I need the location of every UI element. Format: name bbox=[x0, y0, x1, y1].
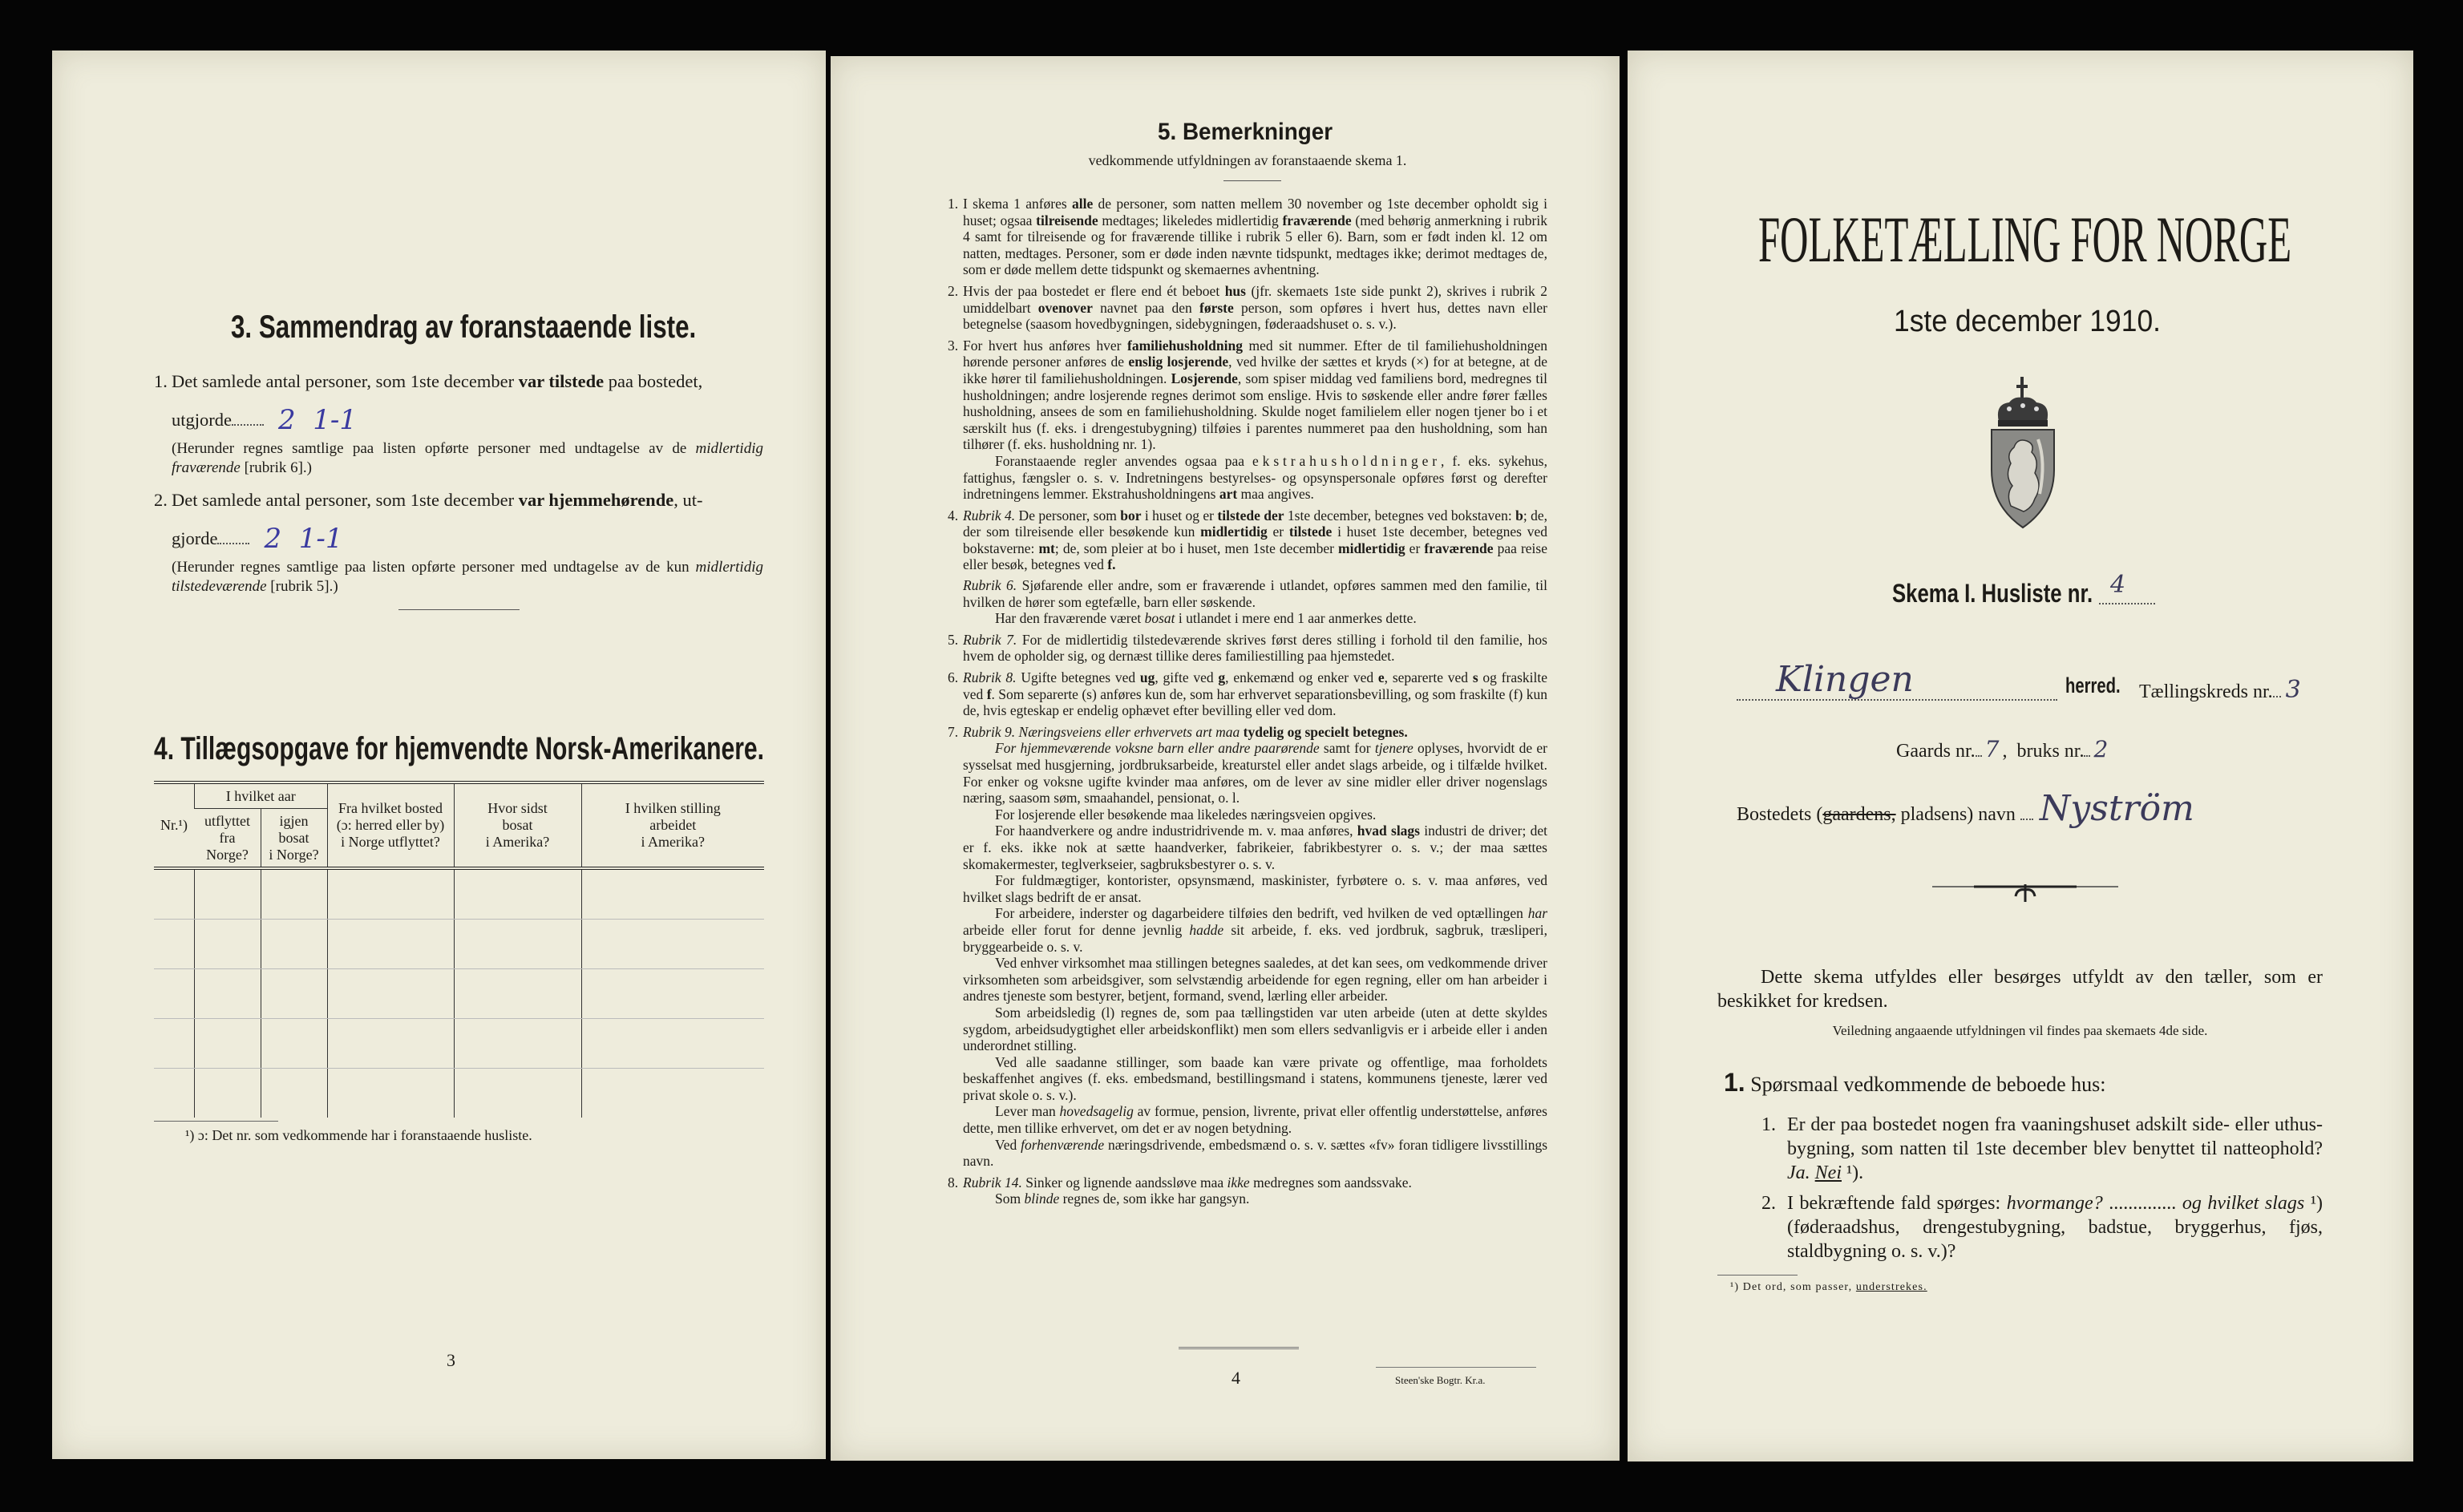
remark-number: 6. bbox=[948, 669, 959, 686]
text-run: . Som separerte (s) anføres kun de, som har erhvervet separationsbevilling, og som fraskilte (f) kun de, hvis egteskap er endelig ophævet efter bevilling eller ved dom. bbox=[963, 685, 1547, 719]
text-run: er bbox=[1267, 524, 1289, 540]
col-header-occupation: I hvilken stilling arbeidet i Amerika? bbox=[581, 782, 764, 868]
text-run: paa bostedet, bbox=[604, 371, 703, 391]
remark-paragraph bbox=[963, 807, 1547, 823]
col-header-from-place: Fra hvilket bosted (ɔ: herred eller by) i Norge utflyttet? bbox=[327, 782, 454, 868]
summary-item-1 bbox=[154, 370, 763, 478]
printer-rule bbox=[1376, 1367, 1536, 1368]
table-row[interactable] bbox=[154, 1069, 764, 1118]
text-run: midlertidig bbox=[1338, 540, 1405, 556]
text-run: , enkemænd og enker ved bbox=[1225, 669, 1378, 686]
text-run: (Herunder regnes samtlige paa listen opførte personer med undtagelse av de kun bbox=[172, 559, 696, 576]
text-run: næringsdrivende, embedsmænd o. s. v. sættes «fv» foran tidligere livsstillings navn. bbox=[963, 1136, 1548, 1170]
text-run: var hjemmehørende bbox=[518, 490, 674, 510]
kreds-line bbox=[2139, 676, 2301, 704]
remark-paragraph bbox=[963, 507, 1547, 573]
text-run: med sit nummer. Efter de til familiehusholdningen hørende personer anføres de bbox=[963, 337, 1547, 370]
field-label: utgjorde bbox=[172, 410, 232, 430]
text-run: ; de, der som tilreisende eller besøkende kun bbox=[963, 507, 1547, 540]
divider bbox=[1223, 180, 1281, 181]
text-run: var tilstede bbox=[518, 371, 605, 391]
remark-item bbox=[948, 669, 1547, 719]
text-run: Næringsveiens eller erhvervets art maa bbox=[1018, 723, 1240, 740]
text-run: , separerte ved bbox=[1384, 669, 1473, 686]
text-run: understrekes. bbox=[1855, 1281, 1927, 1293]
remark-item bbox=[948, 283, 1547, 333]
text-run: For hjemmeværende voksne barn eller andre paarørende bbox=[995, 740, 1320, 757]
remark-item bbox=[948, 724, 1547, 1170]
remark-paragraph bbox=[963, 823, 1547, 872]
summary-item-2-note bbox=[172, 558, 763, 596]
footnote bbox=[1730, 1280, 2323, 1295]
text-run: I skema 1 anføres bbox=[963, 196, 1072, 212]
text-run: navnet paa den bbox=[1092, 299, 1199, 316]
text-run: Losjerende bbox=[1171, 370, 1238, 386]
footnote: ¹) ɔ: Det nr. som vedkommende har i foranstaaende husliste. bbox=[185, 1127, 532, 1143]
text-run: art bbox=[1219, 486, 1238, 503]
text-run: bor bbox=[1120, 507, 1142, 524]
text-run: fraværende bbox=[1282, 212, 1352, 228]
text-run: Ved enhver virksomhet maa stillingen betegnes saaledes, at det kan sees, om vedkommende driver virksomheten som arbeidsgiver, som selvstændig arbeidende for egen regning, eller om han arbeider i andres tjeneste som bestyrer, betjent, formand, svend, lærling eller arbeider. bbox=[963, 955, 1547, 1005]
remark-paragraph bbox=[963, 1137, 1547, 1170]
text-run: pladsens) navn bbox=[1895, 804, 2016, 825]
text-run: ovenover bbox=[1037, 299, 1093, 316]
text-run: Det samlede antal personer, som 1ste december bbox=[172, 490, 519, 510]
question-2 bbox=[1761, 1191, 2323, 1263]
text-run: Bostedets ( bbox=[1737, 804, 1823, 825]
bruks-label: bruks nr. bbox=[2016, 741, 2085, 762]
item-number: 1. bbox=[154, 371, 168, 391]
remarks-subtitle: vedkommende utfyldningen av foranstaaende skema 1. bbox=[1088, 152, 1407, 168]
text-run: For fuldmægtiger, kontorister, opsynsmænd, maskinister, fyrbøtere o. s. v. maa anføres, ved hvilket slags bedrift de er ansat. bbox=[963, 872, 1547, 905]
summary-item-1-note bbox=[172, 439, 763, 478]
text-run: familiehusholdning bbox=[1127, 337, 1243, 354]
text-run: ug bbox=[1139, 669, 1155, 686]
summary-item-2 bbox=[154, 489, 763, 596]
text-run: .............. bbox=[2102, 1193, 2182, 1214]
col-header-last-residence: Hvor sidst bosat i Amerika? bbox=[454, 782, 581, 868]
text-run: Ved alle saadanne stillinger, som baade kan være private og offentlige, maa forholdets beskaffenhet angives (f. eks. embedsmand, bestillingsmand i statens, kommunens tjeneste, lærer ved privat skole o. s. v.). bbox=[963, 1053, 1547, 1103]
text-run: Hvis der paa bostedet er flere end ét beboet bbox=[963, 282, 1225, 299]
text-run: tilreisende bbox=[1036, 212, 1098, 228]
census-title: FOLKETÆLLING FOR NORGE bbox=[1758, 203, 2292, 276]
text-run: midlertidig tilstedeværende bbox=[172, 559, 763, 595]
kreds-value[interactable]: 3 bbox=[2285, 676, 2301, 704]
bosted-label bbox=[1737, 804, 2016, 825]
text-run: hvormange? bbox=[2006, 1193, 2103, 1214]
table-row[interactable] bbox=[154, 868, 764, 920]
gaards-value[interactable]: 7 bbox=[1984, 736, 2000, 762]
remarks-list bbox=[948, 196, 1547, 1212]
table-row[interactable] bbox=[154, 969, 764, 1019]
remark-number: 1. bbox=[948, 196, 959, 212]
text-run: , f. eks. sykehus, fattighus, fængsler o. s. v. Indretningens bestyrelses- og opsynspersonale opføres først og derefter indretningens lemmer. Ekstrahusholdningens bbox=[963, 452, 1547, 503]
text-run: ekstrahusholdninger bbox=[1252, 452, 1442, 469]
text-run: Rubrik 9. bbox=[963, 723, 1016, 740]
summary-item-1-text bbox=[172, 370, 763, 393]
text-run: medregnes som aandssvake. bbox=[1249, 1174, 1412, 1191]
text-run: , som spiser middag ved familiens bord, medregnes til husholdningen; andre losjerende regnes derimot som enslige. Hvis to søskende eller andre fører fælles husholdning, ansees de som en familiehusholdning. Skulde noget familielem eller nogen tjener bo i et særskilt hus (f. eks. i drengestubygning) tilføies i parentes nummeret paa den husholdning, som han tilhører (f. eks. husholdning nr. 1). bbox=[963, 370, 1547, 453]
text-run: forhenværende bbox=[1021, 1136, 1105, 1153]
text-run: i huset og er bbox=[1141, 507, 1218, 524]
text-run: mt bbox=[1038, 540, 1055, 556]
text-run: Som arbeidsledig (l) regnes de, som paa tællingstiden var uten arbeide (uten at dette skyldes sygdom, arbeidsudygtighet eller arbeidskonflikt) men som ellers sedvanligvis er i arbeide eller i anden underordnet stilling. bbox=[963, 1004, 1547, 1054]
text-run: f. bbox=[1107, 556, 1116, 573]
text-run: f bbox=[986, 685, 992, 702]
text-run: Sjøfarende eller andre, som er fraværende i utlandet, opføres sammen med den familie, til hvilken de hører som egtefælle, barn eller søskende. bbox=[963, 577, 1547, 610]
section-1-heading bbox=[1724, 1068, 2106, 1098]
remark-number: 3. bbox=[948, 337, 959, 354]
section-number: 1. bbox=[1724, 1068, 1745, 1097]
remark-paragraph bbox=[963, 955, 1547, 1005]
text-run: For haandverkere og andre industridrivende m. v. maa anføres, bbox=[995, 823, 1357, 839]
table-row[interactable] bbox=[154, 1019, 764, 1069]
col-header-emigrated: utflyttet fra Norge? bbox=[204, 812, 250, 863]
text-run: regnes de, som ikke har gangsyn. bbox=[1059, 1191, 1250, 1207]
kreds-label: Tællingskreds nr. bbox=[2139, 681, 2273, 702]
text-run: hus bbox=[1224, 282, 1246, 299]
present-count-field[interactable] bbox=[172, 404, 763, 436]
resident-count-field[interactable] bbox=[172, 523, 763, 555]
text-run: bosat bbox=[1144, 610, 1175, 627]
remark-number: 8. bbox=[948, 1174, 959, 1191]
text-run: , ut- bbox=[673, 490, 703, 510]
text-run: og fraskilte ved bbox=[963, 669, 1548, 702]
text-run: alle bbox=[1072, 196, 1094, 212]
remark-paragraph bbox=[963, 632, 1547, 665]
remark-number: 2. bbox=[948, 282, 959, 299]
divider bbox=[398, 609, 520, 610]
text-run: tjenere bbox=[1374, 740, 1413, 757]
question-1 bbox=[1761, 1113, 2323, 1185]
text-run: Sinker og lignende aandssløve maa bbox=[1021, 1174, 1227, 1191]
page-number: 4 bbox=[1232, 1368, 1240, 1388]
handwritten-value: 2 1-1 bbox=[277, 404, 357, 436]
remark-paragraph bbox=[963, 1103, 1547, 1136]
text-run: arbeide eller forut for denne jevnlig bbox=[963, 921, 1190, 938]
text-run: tilstede bbox=[1288, 524, 1333, 540]
text-run: Er der paa bostedet nogen fra vaaningshuset adskilt side- eller uthus-bygning, som natten til 1ste december blev benyttet til natteophold? bbox=[1787, 1114, 2323, 1159]
text-run: Rubrik 6. bbox=[963, 577, 1017, 594]
text-run: hadde bbox=[1189, 921, 1224, 938]
text-run: Lever man bbox=[995, 1103, 1060, 1120]
text-run: I bekræftende fald spørges: bbox=[1787, 1193, 2007, 1214]
remark-paragraph bbox=[963, 577, 1547, 610]
page-number: 3 bbox=[447, 1350, 455, 1370]
text-run: har bbox=[1527, 905, 1547, 922]
text-run: b bbox=[1515, 507, 1523, 524]
text-run: Foranstaaende regler anvendes ogsaa paa bbox=[995, 452, 1252, 469]
text-run: hvad slags bbox=[1357, 823, 1420, 839]
text-run: industri de driver; det er f. eks. ikke nok at sætte haandverker, fabrikeier, fabrikbestyrer o. s. v.; der maa sættes skomakermester, teglverkseier, sagbruksbestyrer o. s. v. bbox=[963, 823, 1547, 872]
text-run: blinde bbox=[1024, 1191, 1060, 1207]
printer-imprint: Steen'ske Bogtr. Kr.a. bbox=[1395, 1374, 1486, 1386]
summary-item-2-text bbox=[172, 489, 763, 511]
remark-item bbox=[948, 632, 1547, 665]
gaards-label: Gaards nr. bbox=[1896, 741, 1976, 762]
text-run: hovedsagelig bbox=[1059, 1103, 1134, 1120]
remark-item bbox=[948, 196, 1547, 278]
norwegian-american-table bbox=[154, 781, 764, 1118]
husliste-number-field[interactable] bbox=[2099, 603, 2155, 604]
text-run: Ugifte betegnes ved bbox=[1016, 669, 1140, 686]
intro-text: Dette skema utfyldes eller besørges utfyldt av den tæller, som er beskikket for kredsen. bbox=[1717, 967, 2323, 1012]
text-run: ikke bbox=[1227, 1174, 1250, 1191]
remark-paragraph bbox=[963, 1054, 1547, 1104]
remark-paragraph bbox=[963, 1174, 1547, 1191]
item-number: 2. bbox=[154, 490, 168, 510]
text-run: (med behørig anmerkning i rubrik 4 samt for tilreisende og for fraværende tillike i rubrik 5 eller 6). Barn, som er født inden kl. 12 om natten, medtages. Personer, som er døde inden nævnte tidspunkt, medtages ikke; derimot medtages de, som er døde mellem dette tidspunkt og skemaernes avhentning. bbox=[963, 212, 1547, 278]
text-run: (jfr. skemaets 1ste side punkt 2), skrives i rubrik 2 umiddelbart bbox=[963, 282, 1547, 316]
text-run: de personer, som natten mellem 30 november og 1ste december opholdt sig i huset; ogsaa bbox=[963, 196, 1547, 228]
text-run: og hvilket slags bbox=[2182, 1193, 2305, 1214]
remark-paragraph bbox=[963, 1005, 1547, 1054]
section-3-title: 3. Sammendrag av foranstaaende liste. bbox=[231, 309, 697, 345]
question-number: 1. bbox=[1761, 1114, 1776, 1135]
section-label: Spørsmaal vedkommende de beboede hus: bbox=[1750, 1073, 2106, 1096]
text-run: sit arbeide, f. eks. ved jordbruk, sagbruk, træsliperi, bryggearbeide o. s. v. bbox=[963, 921, 1548, 955]
text-run: Ved bbox=[995, 1136, 1021, 1153]
text-run: Rubrik 8. bbox=[963, 669, 1017, 686]
text-run: maa angives. bbox=[1237, 486, 1314, 503]
remark-paragraph bbox=[963, 196, 1547, 278]
gaards-bruks-line: Gaards nr. 7 , bruks nr. 2 bbox=[1896, 736, 2109, 762]
remark-paragraph bbox=[963, 905, 1547, 955]
coat-of-arms-icon bbox=[1987, 374, 2059, 531]
text-run: Ja. bbox=[1787, 1162, 1810, 1183]
census-date: 1ste december 1910. bbox=[1894, 305, 2162, 338]
text-run: Har den fraværende været bbox=[995, 610, 1145, 627]
text-run: Rubrik 4. bbox=[963, 507, 1016, 524]
herred-value: Klingen bbox=[1776, 659, 1914, 700]
bosted-line bbox=[1737, 789, 2194, 835]
remark-item bbox=[948, 1174, 1547, 1207]
text-run: i utlandet i mere end 1 aar anmerkes dette. bbox=[1175, 610, 1417, 627]
text-run: Nei bbox=[1814, 1162, 1842, 1183]
remark-number: 7. bbox=[948, 723, 959, 740]
remark-paragraph bbox=[963, 283, 1547, 333]
text-run: For losjerende eller besøkende maa likeledes næringsveien opgives. bbox=[995, 806, 1377, 823]
handwritten-value: 2 1-1 bbox=[264, 523, 343, 555]
text-run: enslig losjerende bbox=[1128, 354, 1229, 370]
text-run: ; de, som pleier at bo i huset, men 1ste december bbox=[1054, 540, 1338, 556]
remark-paragraph bbox=[963, 740, 1547, 806]
text-run: medtages; likeledes midlertidig bbox=[1098, 212, 1283, 228]
remark-number: 5. bbox=[948, 631, 959, 648]
guidance-note: Veiledning angaaende utfyldningen vil findes paa skemaets 4de side. bbox=[1832, 1023, 2208, 1038]
text-run: For de midlertidig tilstedeværende skrives først deres stilling i forhold til den familie, hos hvem de opholder sig, og dernæst tillike deres familiestilling paa hjemstedet. bbox=[963, 631, 1547, 665]
text-run: paa reise eller besøk, betegnes ved bbox=[963, 540, 1547, 573]
herred-label: herred. bbox=[2065, 673, 2121, 697]
table-row[interactable] bbox=[154, 920, 764, 969]
text-run: Som bbox=[995, 1191, 1025, 1207]
text-run: [rubrik 6].) bbox=[240, 459, 313, 476]
text-run: tydelig og specielt betegnes. bbox=[1243, 723, 1408, 740]
question-2-text bbox=[1787, 1191, 2323, 1263]
col-header-nr: Nr.¹) bbox=[154, 782, 195, 868]
text-run: , ved hvilke der sættes et kryds (×) for at betegne, at de ikke hører til familiehusholdningen. bbox=[963, 354, 1547, 386]
questions-list bbox=[1730, 1113, 2323, 1295]
skema-label: Skema I. Husliste nr. bbox=[1892, 579, 2093, 608]
text-run: midlertidig bbox=[1200, 524, 1268, 540]
text-run: tilstede der bbox=[1217, 507, 1284, 524]
remark-paragraph bbox=[963, 610, 1547, 627]
field-label: gjorde bbox=[172, 528, 218, 548]
text-run: (Herunder regnes samtlige paa listen opførte personer med undtagelse av de bbox=[172, 440, 696, 457]
husliste-number-value: 4 bbox=[2110, 571, 2126, 599]
remark-item bbox=[948, 338, 1547, 503]
footnote-rule bbox=[154, 1121, 278, 1122]
text-run: g bbox=[1218, 669, 1226, 686]
text-run: For hvert hus anføres hver bbox=[963, 337, 1127, 354]
text-run: av formue, pension, livrente, privat eller offentlig understøttelse, anføres dette, men tillike erhvervet, om det er av nogen betydning. bbox=[963, 1103, 1547, 1137]
text-run: De personer, som bbox=[1015, 507, 1121, 524]
text-run: gaardens, bbox=[1822, 804, 1896, 825]
text-run: Det samlede antal personer, som 1ste december bbox=[172, 371, 519, 391]
remark-paragraph bbox=[963, 453, 1547, 503]
question-1-text bbox=[1787, 1113, 2323, 1185]
text-run: fraværende bbox=[1424, 540, 1494, 556]
remarks-title: 5. Bemerkninger bbox=[1158, 119, 1333, 145]
col-header-returned: igjen bosat i Norge? bbox=[261, 809, 327, 869]
text-run: første bbox=[1199, 299, 1234, 316]
text-run: e bbox=[1377, 669, 1385, 686]
text-run: , gifte ved bbox=[1155, 669, 1219, 686]
text-run: ¹) (føderaadshus, drengestubygning, badstue, bryggerhus, fjøs, staldbygning o. s. v.)? bbox=[1787, 1193, 2323, 1262]
text-run: oplyses, hvorvidt de er sysselsat med husgjerning, jordbruksarbeide, kreaturstel eller andet slags arbeide, og i tilfælde hvilket. For enker og voksne ugifte kvinder maa anføres, om de lever av sine midler eller driver nogenslags næring, saasom søm, smaahandel, pensionat, o. l. bbox=[963, 740, 1547, 807]
col-header-year-group: I hvilket aar bbox=[195, 782, 328, 809]
text-run: i huset 1ste december, betegnes ved bokstaverne: bbox=[963, 524, 1547, 556]
remark-item bbox=[948, 507, 1547, 627]
text-run: s bbox=[1472, 669, 1478, 686]
text-run: person, som opføres i hvert hus, dettes navn eller betegnelse (saasom hovedbygningen, sidebygningen, føderaadshuset o. s. v.). bbox=[963, 299, 1547, 333]
text-run: samt for bbox=[1319, 740, 1375, 757]
page-footer bbox=[948, 1339, 1547, 1395]
remark-paragraph bbox=[963, 669, 1547, 719]
remark-paragraph bbox=[963, 872, 1547, 905]
text-run: 1ste december, betegnes ved bokstaven: bbox=[1284, 507, 1516, 524]
remark-paragraph bbox=[963, 1191, 1547, 1207]
text-run: ¹) Det ord, som passer, bbox=[1730, 1281, 1856, 1293]
text-run: Rubrik 7. bbox=[963, 631, 1017, 648]
text-run: ¹). bbox=[1841, 1162, 1864, 1183]
summary-list bbox=[154, 370, 763, 610]
section-4-title: 4. Tillægsopgave for hjemvendte Norsk-Amerikanere. bbox=[154, 731, 764, 766]
text-run: midlertidig fraværende bbox=[172, 440, 763, 476]
bruks-value[interactable]: 2 bbox=[2093, 736, 2109, 762]
text-run: For arbeidere, inderster og dagarbeidere tilføies den bedrift, ved hvilken de ved optællingen bbox=[995, 905, 1528, 922]
ornament-divider-icon bbox=[1932, 882, 2118, 904]
remark-number: 4. bbox=[948, 507, 959, 524]
bosted-value[interactable]: Nyström bbox=[2039, 788, 2194, 829]
divider bbox=[1179, 1347, 1299, 1349]
text-run: er bbox=[1405, 540, 1425, 556]
remark-paragraph bbox=[963, 338, 1547, 453]
text-run: [rubrik 5].) bbox=[266, 578, 338, 595]
remark-paragraph bbox=[963, 724, 1547, 741]
question-number: 2. bbox=[1761, 1193, 1776, 1214]
text-run: Rubrik 14. bbox=[963, 1174, 1022, 1191]
